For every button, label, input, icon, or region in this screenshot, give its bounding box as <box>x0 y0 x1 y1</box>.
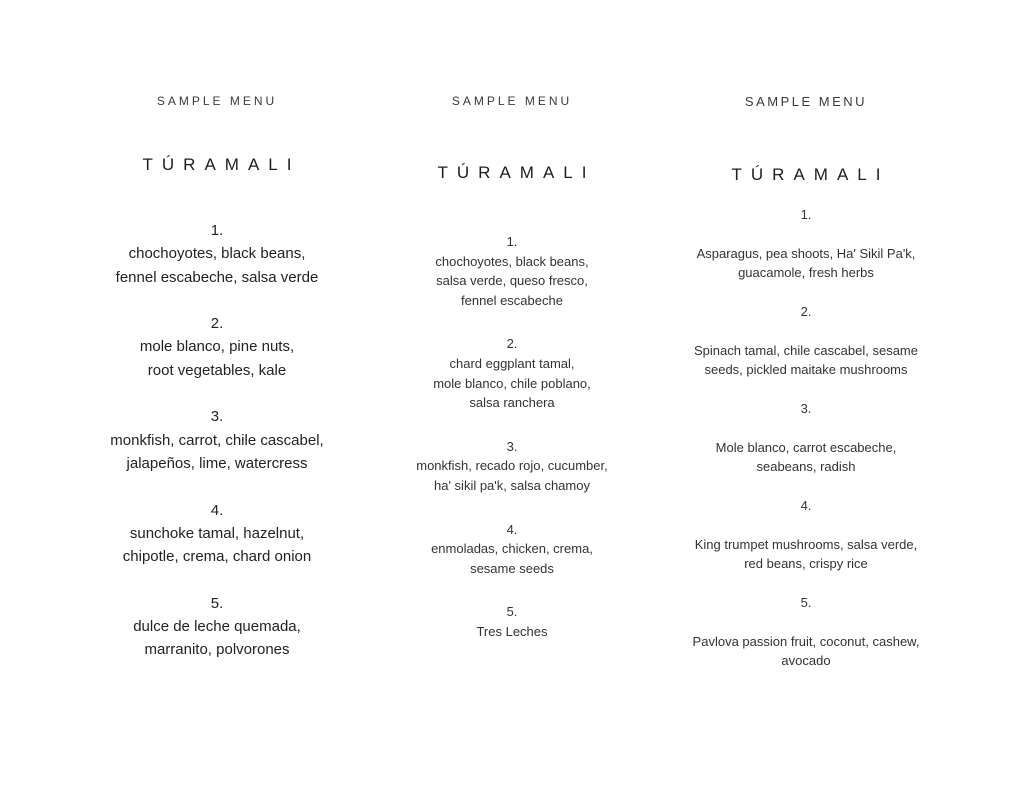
course-line: monkfish, carrot, chile cascabel, <box>110 431 324 449</box>
course-number: 2. <box>210 315 224 333</box>
course-line: salsa ranchera <box>469 395 555 411</box>
course-line: sunchoke tamal, hazelnut, <box>129 524 305 542</box>
course-item <box>70 219 364 289</box>
course-number: 1. <box>800 207 812 222</box>
course-number: 5. <box>800 595 812 610</box>
course-number: 2. <box>800 304 812 319</box>
course-line: enmoladas, chicken, crema, <box>431 541 593 557</box>
course-line: chochoyotes, black beans, <box>435 253 589 269</box>
course-item <box>670 496 942 574</box>
course-item <box>70 592 364 662</box>
course-number: 1. <box>506 234 518 249</box>
course-line: red beans, crispy rice <box>744 556 868 572</box>
course-line: fennel escabeche <box>461 292 563 308</box>
course-number: 3. <box>800 401 812 416</box>
course-line: Spinach tamal, chile cascabel, sesame <box>693 342 918 358</box>
menu-kicker: SAMPLE MENU <box>744 94 868 109</box>
course-line: mole blanco, chile poblano, <box>433 375 591 391</box>
course-line: Mole blanco, carrot escabeche, <box>715 439 897 455</box>
menu-kicker: SAMPLE MENU <box>156 94 278 108</box>
course-number: 3. <box>210 408 224 426</box>
course-number: 2. <box>506 336 518 352</box>
menu-kicker: SAMPLE MENU <box>451 94 573 108</box>
course-line: fennel escabeche, salsa verde <box>115 268 319 286</box>
course-line: guacamole, fresh herbs <box>738 265 874 281</box>
course-item <box>70 405 364 475</box>
course-list <box>70 219 364 685</box>
course-number: 1. <box>210 222 224 239</box>
course-item <box>670 205 942 283</box>
course-line: chipotle, crema, chard onion <box>122 548 312 566</box>
course-list <box>376 232 648 666</box>
course-line: Asparagus, pea shoots, Ha' Sikil Pa'k, <box>696 245 916 261</box>
course-line: seeds, pickled maitake mushrooms <box>704 362 908 378</box>
course-line: monkfish, recado rojo, cucumber, <box>416 458 608 474</box>
course-number: 3. <box>506 438 518 454</box>
course-line: ha' sikil pa'k, salsa chamoy <box>434 477 590 493</box>
course-number: 5. <box>210 594 224 612</box>
course-number: 5. <box>506 604 518 620</box>
course-line: chard eggplant tamal, <box>449 355 575 371</box>
course-number: 4. <box>210 501 224 519</box>
course-number: 4. <box>800 498 812 513</box>
course-item <box>670 593 942 671</box>
course-item <box>376 437 648 496</box>
course-line: Tres Leches <box>476 623 548 639</box>
course-line: marranito, polvorones <box>144 641 290 659</box>
course-line: avocado <box>781 653 831 669</box>
course-line: seabeans, radish <box>756 459 856 475</box>
menu-brand: TÚRAMALI <box>437 163 596 182</box>
course-line: King trumpet mushrooms, salsa verde, <box>694 536 918 552</box>
menu-brand: TÚRAMALI <box>731 165 890 184</box>
course-item <box>70 312 364 382</box>
course-item <box>376 334 648 412</box>
course-item <box>376 602 648 641</box>
course-list <box>670 205 942 690</box>
course-item <box>376 232 648 310</box>
course-item <box>670 399 942 477</box>
menu-brand: TÚRAMALI <box>142 155 301 174</box>
course-item <box>70 499 364 569</box>
course-item <box>670 302 942 380</box>
course-line: root vegetables, kale <box>147 361 287 379</box>
course-line: dulce de leche quemada, <box>133 618 301 636</box>
course-item <box>376 520 648 579</box>
course-line: jalapeños, lime, watercress <box>126 454 308 472</box>
course-line: chochoyotes, black beans, <box>128 245 306 263</box>
course-number: 4. <box>506 521 518 537</box>
course-line: mole blanco, pine nuts, <box>139 338 295 356</box>
course-line: sesame seeds <box>470 560 554 576</box>
course-line: Pavlova passion fruit, coconut, cashew, <box>692 633 920 649</box>
course-line: salsa verde, queso fresco, <box>436 273 588 289</box>
